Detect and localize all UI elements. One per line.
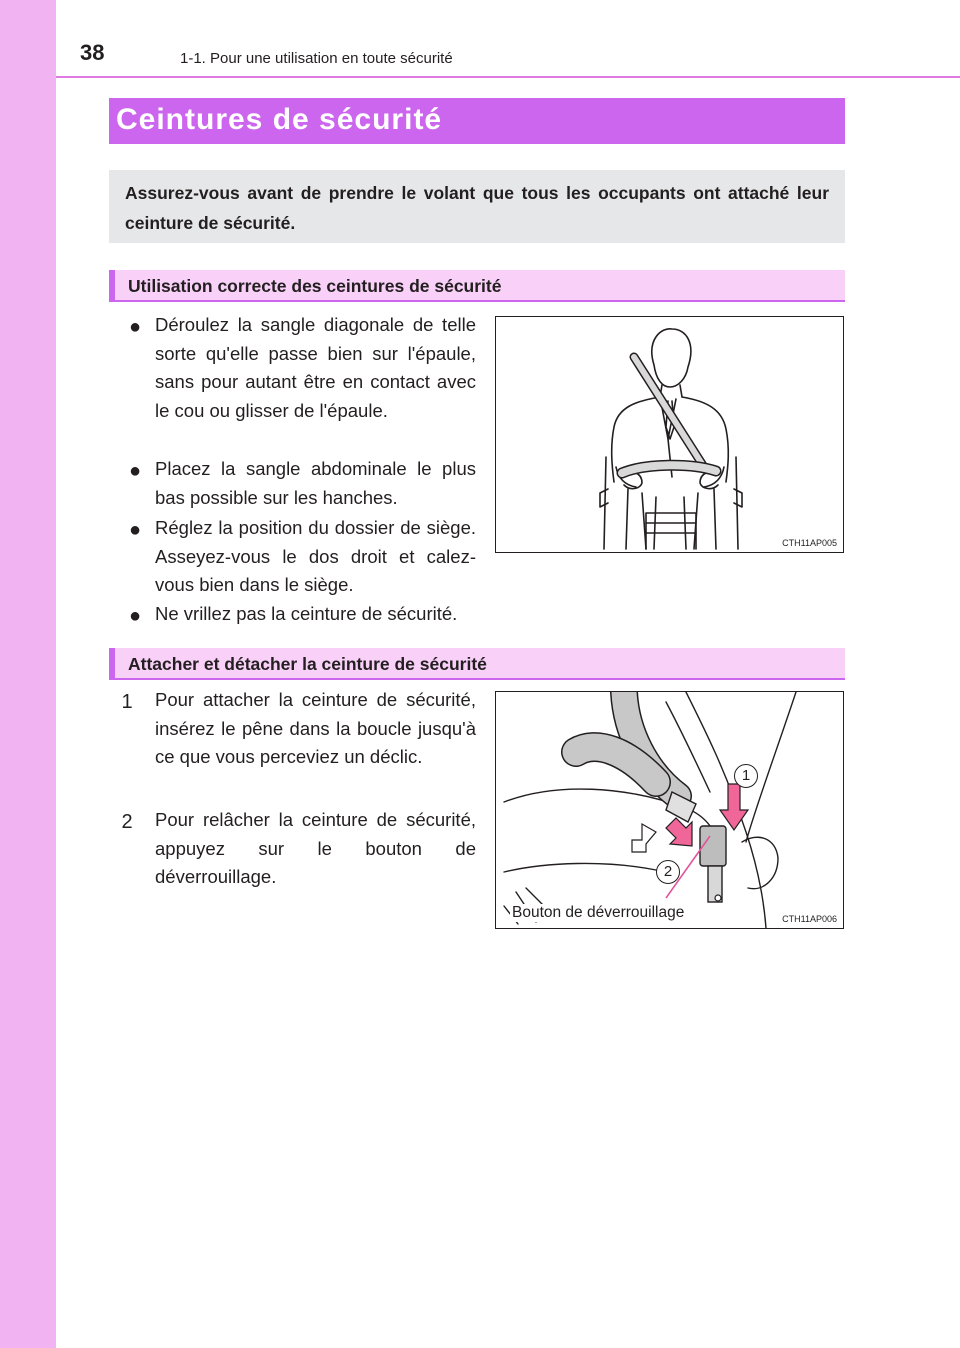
callout-2: 2 <box>656 860 680 884</box>
section-heading-usage <box>109 270 845 302</box>
running-head: 1-1. Pour une utilisation en toute sécurité <box>180 50 453 67</box>
page-title: Ceintures de sécurité <box>116 103 443 136</box>
section-heading-fasten <box>109 648 845 680</box>
page-number: 38 <box>80 40 105 65</box>
figure-code: CTH11AP005 <box>782 538 837 548</box>
bullet-icon: ● <box>129 519 142 541</box>
bullet-text: Ne vrillez pas la ceinture de sécurité. <box>155 603 458 624</box>
step-text: Pour attacher la ceinture de sécurité, insérez le pêne dans la boucle jusqu'à ce que vous perceviez un déclic. <box>155 689 476 767</box>
buckle-figure <box>495 691 844 929</box>
bullet-text: Déroulez la sangle diagonale de telle sorte qu'elle passe bien sur l'épaule, sans pour autant être en contact avec le cou ou glisser de l'épaule. <box>155 314 476 421</box>
seated-occupant-illustration <box>496 317 843 552</box>
section-heading-text: Attacher et détacher la ceinture de sécurité <box>128 654 487 674</box>
section-heading-text: Utilisation correcte des ceintures de sécurité <box>128 276 502 296</box>
figure-code: CTH11AP006 <box>782 914 837 924</box>
intro-text: Assurez-vous avant de prendre le volant que tous les occupants ont attaché leur ceinture de sécurité. <box>125 183 829 233</box>
step-number: 1 <box>121 691 133 713</box>
seated-occupant-figure <box>495 316 844 553</box>
buckle-illustration <box>496 692 843 928</box>
header-rule <box>56 76 960 78</box>
bullet-icon: ● <box>129 605 142 627</box>
release-button-label: Bouton de déverrouillage <box>512 904 685 921</box>
callout-1: 1 <box>734 764 758 788</box>
step-text: Pour relâcher la ceinture de sécurité, appuyez sur le bouton de déverrouillage. <box>155 809 476 887</box>
step-number: 2 <box>121 811 133 833</box>
bullet-text: Réglez la position du dossier de siège. Asseyez-vous le dos droit et calez-vous bien dans le siège. <box>155 517 476 595</box>
bullet-icon: ● <box>129 316 142 338</box>
bullet-icon: ● <box>129 460 142 482</box>
page-side-band <box>0 0 56 1348</box>
bullet-text: Placez la sangle abdominale le plus bas possible sur les hanches. <box>155 458 476 508</box>
